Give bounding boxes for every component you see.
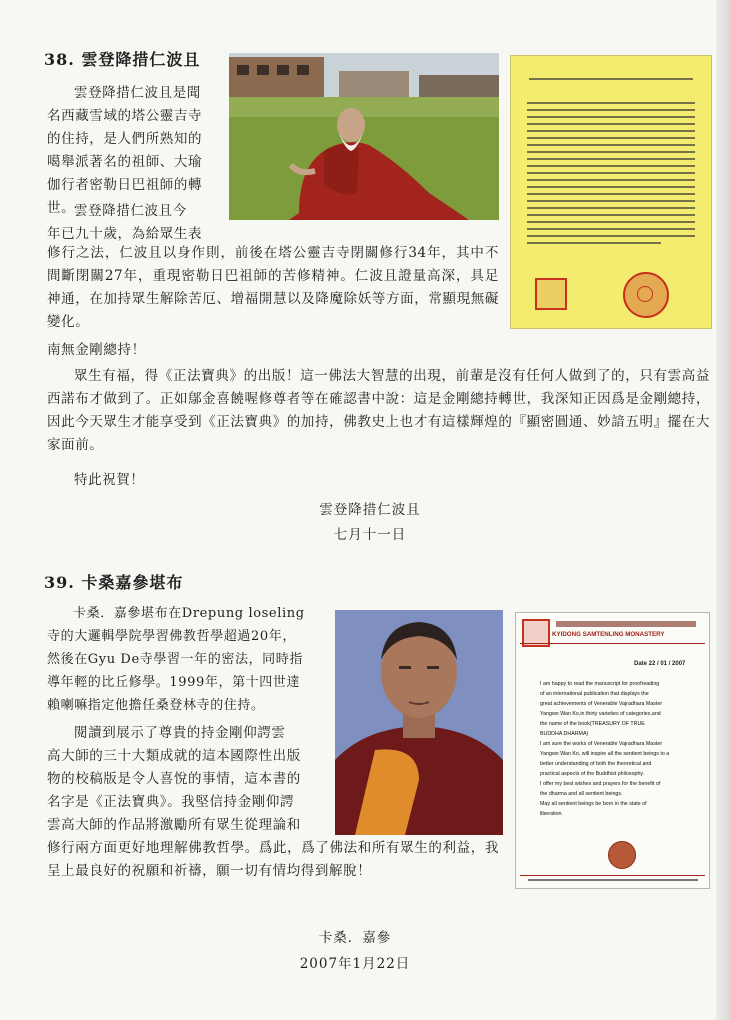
- page-edge: [716, 0, 730, 1020]
- letter-line: better understanding of both the theoretical and: [540, 761, 652, 767]
- letter-line: I offer my best wishes and prayers for the benefit of: [540, 781, 661, 787]
- section-38-greeting: 南無金剛總持！: [47, 342, 146, 358]
- monastery-round-seal: [608, 841, 636, 869]
- letter-line: great achievements of Venerable Vajradhara Master: [540, 701, 663, 707]
- letterhead-rule: [520, 643, 705, 644]
- letter-line: liberation.: [540, 811, 563, 817]
- letter-line: Yangwo Wan Ko,in thirty varieties of categories,and: [540, 711, 661, 717]
- letter-line: the name of the book(TREASURY OF TRUE: [540, 721, 645, 727]
- letter-line: I am sure the works of Venerable Vajradhara Master: [540, 741, 663, 747]
- section-39-paragraph-2-rest: 修行兩方面更好地理解佛教哲學。爲此，爲了佛法和所有眾生的利益，我呈上最良好的祝願和祈禱，願一切有情均得到解脫！: [47, 840, 499, 879]
- letter-footer-rule: [520, 875, 705, 876]
- section-38-paragraph-1: 雲登降措仁波且是聞 名西藏雪域的塔公靈吉寺 的住持，是人們所熟知的 噶舉派著名的祖師、大瑜 伽行者密勒日巴祖師的轉 世。: [47, 85, 203, 216]
- section-38-closing: 特此祝賀！: [74, 472, 145, 488]
- section-39-heading: 39. 卡桑嘉參堪布: [44, 573, 184, 592]
- rinpoche-photo: [229, 53, 499, 220]
- khenpo-photo: [335, 610, 503, 835]
- letter-line: May all sentient beings be born in the state of: [540, 801, 647, 807]
- monastery-name: KYIDONG SAMTENLING MONASTERY: [552, 631, 665, 638]
- kyidong-monastery-letter: [515, 612, 710, 889]
- section-38-date: 七月十一日: [333, 527, 407, 543]
- section-39-date: 2007年1月22日: [299, 956, 411, 972]
- letter-line: of an international publication that displays the: [540, 691, 649, 697]
- section-38-paragraph-2-start: 雲登降措仁波且今 年已九十歲，為給眾生表: [47, 203, 203, 242]
- square-red-seal: [535, 278, 567, 310]
- letter-date: Date 22 / 01 / 2007: [634, 661, 686, 667]
- section-39-signature: 卡桑．嘉參: [318, 930, 392, 946]
- section-39-paragraph-2-start: 閱讀到展示了尊貴的持金剛仰諤雲 高大師的三十大類成就的這本國際性出版 物的校稿版是令人喜悅的事情，這本書的 名字是《正法寶典》。我堅信持金剛仰諤 雲高大師的作品將激勵所有眾生從理論和: [47, 725, 301, 833]
- letter-line: practical aspects of the Buddhist philosophy.: [540, 771, 645, 777]
- section-38-heading: 38. 雲登降措仁波且: [44, 50, 201, 69]
- letter-body: [540, 679, 700, 819]
- letter-line: I am happy to read the manuscript for proofreading: [540, 681, 660, 687]
- section-38-paragraph-2-rest: 修行之法，仁波且以身作則，前後在塔公靈吉寺閉關修行34年，其中不間斷閉關27年，重現密勒日巴祖師的苦修精神。仁波且證量高深，具足神通，在加持眾生解除苦厄、增福開慧以及降魔除妖等方面，常顯現無礙變化。: [47, 245, 499, 330]
- tibetan-script-block: [527, 102, 695, 249]
- tibetan-certificate-letter: [510, 55, 712, 329]
- letterhead-tibetan-script: [556, 621, 696, 627]
- letter-header-script: [529, 78, 693, 85]
- letter-line: Yangwo Wan Ko, will inspire all the sentient beings to a: [540, 751, 670, 757]
- section-38-body: 眾生有福，得《正法寶典》的出版！這一佛法大智慧的出現，前輩是沒有任何人做到了的，只有雲高益西諾布才做到了。正如鄔金喜饒喔修尊者等在確認書中說：這是金剛總持轉世，我深知正因爲是金剛總持，因此今天眾生才能享受到《正法寶典》的加持，佛教史上也才有這樣輝煌的『顯密圓通、妙諳五明』擺在大家面前。: [47, 368, 710, 453]
- letter-line: BUDDHA DHARMA): [540, 731, 589, 737]
- letter-line: the dharma and all sentient beings.: [540, 791, 623, 797]
- section-38-signature: 雲登降措仁波且: [319, 502, 421, 518]
- section-39-paragraph-1: 卡桑．嘉參堪布在Drepung loseling 寺的大邏輯學院學習佛教哲學超過20年， 然後在Gyu De寺學習一年的密法，同時指 導年輕的比丘修學。1999年，第十四世達 賴喇嘛指定他擔任桑登林寺的住持。: [47, 606, 305, 713]
- letter-footer-address: [528, 879, 698, 881]
- round-red-seal: [623, 272, 669, 318]
